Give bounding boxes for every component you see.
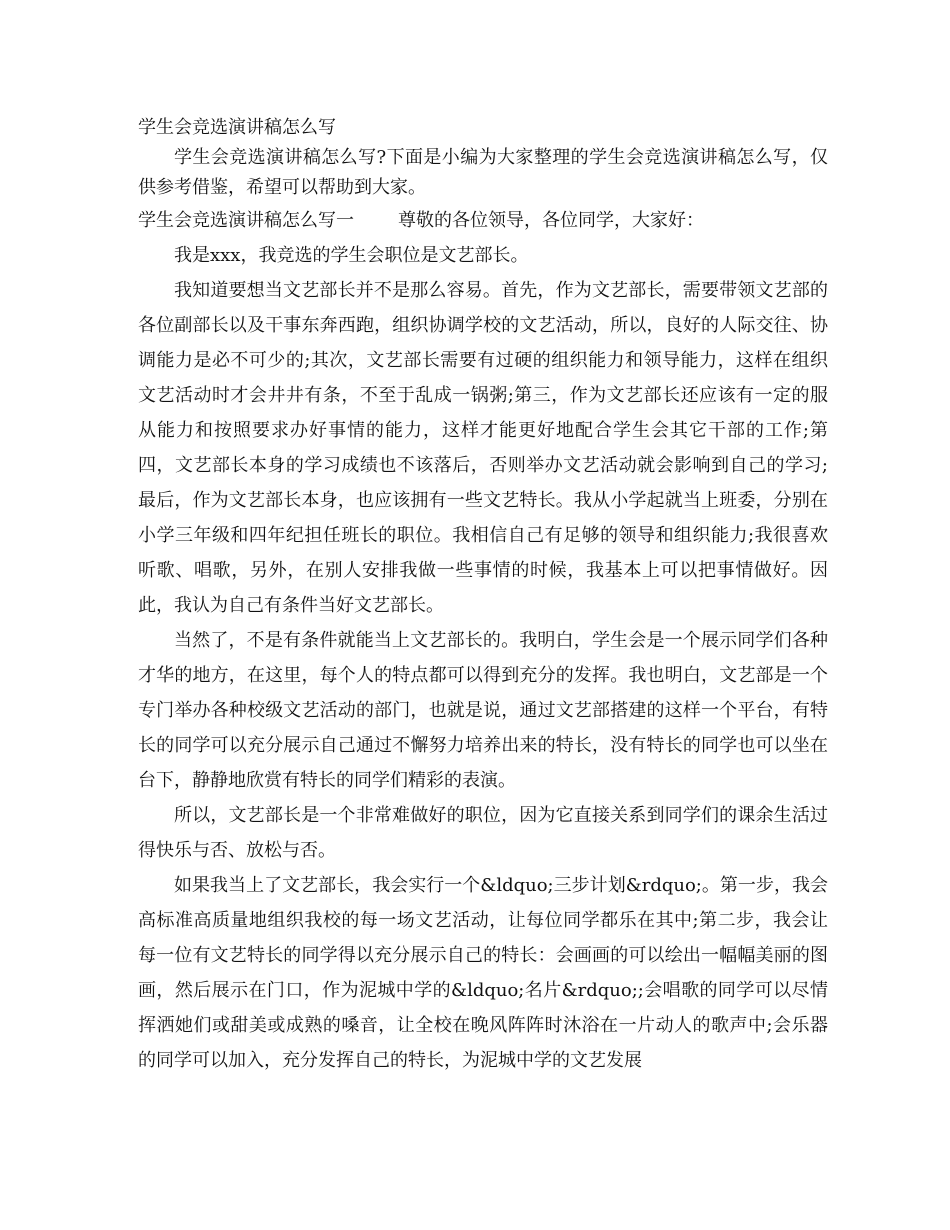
document-title: 学生会竞选演讲稿怎么写 bbox=[138, 117, 336, 138]
body-paragraph: 当然了，不是有条件就能当上文艺部长的。我明白，学生会是一个展示同学们各种才华的地方，在这里，每个人的特点都可以得到充分的发挥。我也明白，文艺部是一个专门举办各种校级文艺活动的部门，也就是说，通过文艺部搭建的这样一个平台，有特长的同学可以充分展示自己通过不懈努力培养出来的特长，没有特长的同学也可以坐在台下，静静地欣赏有特长的同学们精彩的表演。 bbox=[138, 630, 828, 791]
body-paragraph: 如果我当上了文艺部长，我会实行一个&ldquo;三步计划&rdquo;。第一步，我会高标准高质量地组织我校的每一场文艺活动，让每位同学都乐在其中;第二步，我会让每一位有文艺特长的同学得以充分展示自己的特长：会画画的可以绘出一幅幅美丽的图画，然后展示在门口，作为泥城中学的&ldquo;名片&rdquo;;会唱歌的同学可以尽情挥洒她们或甜美或成熟的嗓音，让全校在晚风阵阵时沐浴在一片动人的歌声中;会乐器的同学可以加入，充分发挥自己的特长，为泥城中学的文艺发展 bbox=[138, 875, 828, 1071]
intro-paragraph: 学生会竞选演讲稿怎么写?下面是小编为大家整理的学生会竞选演讲稿怎么写，仅供参考借鉴，希望可以帮助到大家。 bbox=[138, 147, 828, 198]
body-paragraph: 我知道要想当文艺部长并不是那么容易。首先，作为文艺部长，需要带领文艺部的各位副部长以及干事东奔西跑，组织协调学校的文艺活动，所以，良好的人际交往、协调能力是必不可少的;其次，文艺部长需要有过硬的组织能力和领导能力，这样在组织文艺活动时才会井井有条，不至于乱成一锅粥;第三，作为文艺部长还应该有一定的服从能力和按照要求办好事情的能力，这样才能更好地配合学生会其它干部的工作;第四，文艺部长本身的学习成绩也不该落后，否则举办文艺活动就会影响到自己的学习;最后，作为文艺部长本身，也应该拥有一些文艺特长。我从小学起就当上班委，分别在小学三年级和四年纪担任班长的职位。我相信自己有足够的领导和组织能力;我很喜欢听歌、唱歌，另外，在别人安排我做一些事情的时候，我基本上可以把事情做好。因此，我认为自己有条件当好文艺部长。 bbox=[138, 280, 828, 616]
salutation: 尊敬的各位领导，各位同学，大家好： bbox=[398, 210, 704, 231]
section-heading: 学生会竞选演讲稿怎么写一 bbox=[138, 210, 354, 231]
body-paragraph: 我是xxx，我竞选的学生会职位是文艺部长。 bbox=[174, 245, 529, 266]
document-body bbox=[138, 113, 828, 1078]
body-paragraph: 所以，文艺部长是一个非常难做好的职位，因为它直接关系到同学们的课余生活过得快乐与否、放松与否。 bbox=[138, 805, 828, 861]
section-heading-line bbox=[138, 203, 828, 238]
